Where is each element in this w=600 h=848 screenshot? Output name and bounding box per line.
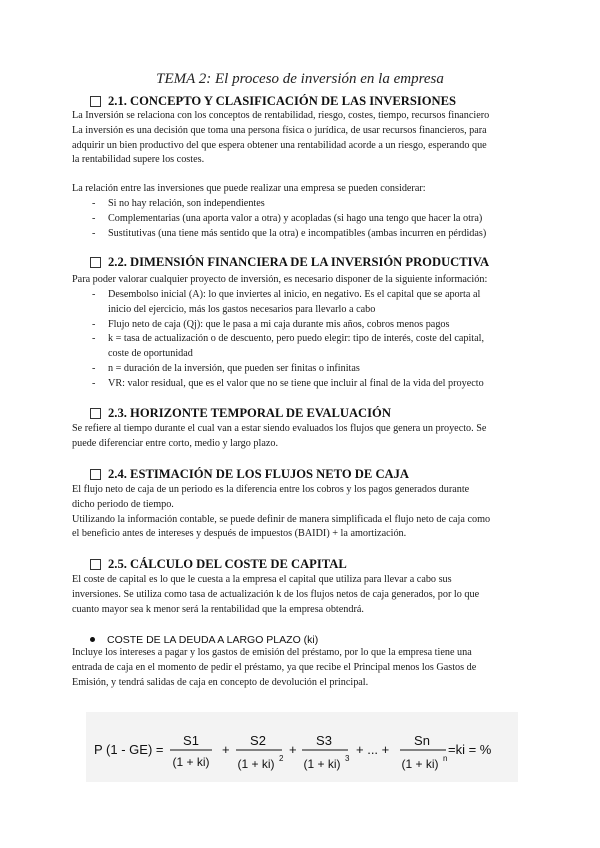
list-item <box>72 288 532 318</box>
formula-num-2: S2 <box>250 733 266 748</box>
paragraph-relacion: La relación entre las inversiones que puede realizar una empresa se pueden considerar: <box>72 183 426 194</box>
bullet-heading-deuda <box>90 634 318 646</box>
checkbox-icon <box>90 257 101 268</box>
formula-den-n: (1 + ki) <box>401 757 439 771</box>
text-line: El flujo neto de caja de un periodo es la diferencia entre los cobros y los pagos generados durante <box>72 484 470 495</box>
checkbox-icon <box>90 96 101 107</box>
text-line: Se refiere al tiempo durante el cual van a estar siendo evaluados los flujos que genera un proyecto. Se <box>72 423 487 434</box>
formula-num-3: S3 <box>316 733 332 748</box>
paragraph-horizonte <box>72 422 532 452</box>
list-item <box>72 362 532 377</box>
text-line: adquirir un bien productivo del que espera obtener una rentabilidad acorde a un riesgo, esperando que <box>72 139 487 151</box>
formula-svg <box>86 712 518 782</box>
formula-num-1: S1 <box>183 733 199 748</box>
relation-list <box>72 197 532 241</box>
formula-rhs: =ki = % <box>448 742 492 757</box>
text-line: dicho periodo de tiempo. <box>72 498 174 510</box>
formula-ellipsis: + ... + <box>356 742 390 757</box>
section-heading-2-2 <box>90 255 489 270</box>
text-line: puede diferenciar entre corto, medio y largo plazo. <box>72 437 279 449</box>
text-line: n = duración de la inversión, que pueden ser finitas o infinitas <box>108 362 360 374</box>
formula-den-3: (1 + ki) <box>303 757 341 771</box>
formula-plus: + <box>222 742 230 757</box>
section-heading-2-3 <box>90 406 391 421</box>
formula-num-n: Sn <box>414 733 430 748</box>
formula-plus: + <box>289 742 297 757</box>
text-line: VR: valor residual, que es el valor que no se tiene que incluir al final de la vida del proyecto <box>108 377 484 389</box>
text-line: Incluye los intereses a pagar y los gastos de emisión del préstamo, por lo que la empresa tiene una <box>72 647 472 658</box>
text-line: coste de oportunidad <box>108 348 193 360</box>
paragraph-deuda <box>72 646 532 690</box>
section-heading-2-1 <box>90 94 456 109</box>
checkbox-icon <box>90 559 101 570</box>
text-line: entrada de caja en el momento de pedir el préstamo, ya que recibe el Principal menos los Gastos de <box>72 661 477 673</box>
section-heading-text: 2.4. ESTIMACIÓN DE LOS FLUJOS NETO DE CAJA <box>108 467 410 481</box>
formula-den-1: (1 + ki) <box>172 755 210 769</box>
bullet-icon <box>90 637 95 642</box>
text-line: Emisión, y tendrá salidas de caja en concepto de devolución el principal. <box>72 676 369 688</box>
text-line: k = tasa de actualización o de descuento, pero puedo elegir: tipo de interés, coste del capital, <box>108 333 485 345</box>
text-line: Utilizando la información contable, se puede definir de manera simplificada el flujo neto de caja como <box>72 513 491 525</box>
checkbox-icon <box>90 469 101 480</box>
section-heading-text: 2.3. HORIZONTE TEMPORAL DE EVALUACIÓN <box>108 406 391 420</box>
page-title: TEMA 2: El proceso de inversión en la empresa <box>156 71 444 87</box>
list-item <box>72 377 532 392</box>
formula-exp-n: n <box>443 754 448 763</box>
text-line: El coste de capital es lo que le cuesta a la empresa el capital que utiliza para llevar a cabo sus <box>72 574 452 585</box>
paragraph-dimension: Para poder valorar cualquier proyecto de inversión, es necesario disponer de la siguiente información: <box>72 274 488 285</box>
list-item <box>72 318 532 333</box>
paragraph-flujos <box>72 483 532 542</box>
section-heading-2-4 <box>90 467 409 482</box>
list-item <box>72 332 532 362</box>
section-heading-2-5 <box>90 557 347 572</box>
formula-image <box>86 712 518 782</box>
section-heading-text: 2.1. CONCEPTO Y CLASIFICACIÓN DE LAS INVERSIONES <box>108 94 457 108</box>
list-item: - Sustitutivas (una tiene más sentido que la otra) e incompatibles (ambas incurren en pérdidas) <box>72 227 532 242</box>
text-line: La inversión es una decisión que toma una persona física o jurídica, de usar recursos financieros, para <box>72 124 487 136</box>
formula-lhs: P (1 - GE) = <box>94 742 164 757</box>
text-line: Desembolso inicial (A): lo que inviertes al inicio, en negativo. Es el capital que se aporta al <box>108 289 481 300</box>
list-item: - Complementarias (una aporta valor a otra) y acopladas (si hago una tengo que hacer la otra) <box>72 212 532 227</box>
text-line: el beneficio antes de intereses y después de impuestos (BAIDI) + la amortización. <box>72 528 407 540</box>
text-line: inicio del ejercicio, más los gastos necesarios para llevarlo a cabo <box>108 303 376 315</box>
text-line: La Inversión se relaciona con los conceptos de rentabilidad, riesgo, costes, tiempo, recursos financiero <box>72 110 490 121</box>
formula-exp-2: 2 <box>279 754 284 763</box>
section-heading-text: 2.2. DIMENSIÓN FINANCIERA DE LA INVERSIÓN PRODUCTIVA <box>108 255 490 269</box>
list-item: - Si no hay relación, son independientes <box>72 197 532 212</box>
paragraph-inversion <box>72 109 532 168</box>
text-line: cuanto mayor sea k menor será la rentabilidad que la empresa obtendrá. <box>72 603 364 615</box>
text-line: Flujo neto de caja (Qj): que le pasa a mi caja durante mis años, cobros menos pagos <box>108 318 450 330</box>
checkbox-icon <box>90 408 101 419</box>
bullet-text: COSTE DE LA DEUDA A LARGO PLAZO (ki) <box>107 634 319 646</box>
paragraph-coste <box>72 573 532 617</box>
section-heading-text: 2.5. CÁLCULO DEL COSTE DE CAPITAL <box>108 557 347 571</box>
formula-exp-3: 3 <box>345 754 350 763</box>
formula-den-2: (1 + ki) <box>237 757 275 771</box>
text-line: inversiones. Se utiliza como tasa de actualización k de los flujos netos de caja generados, por lo que <box>72 588 480 600</box>
financial-info-list <box>72 288 532 392</box>
text-line: la rentabilidad supere los costes. <box>72 154 205 166</box>
